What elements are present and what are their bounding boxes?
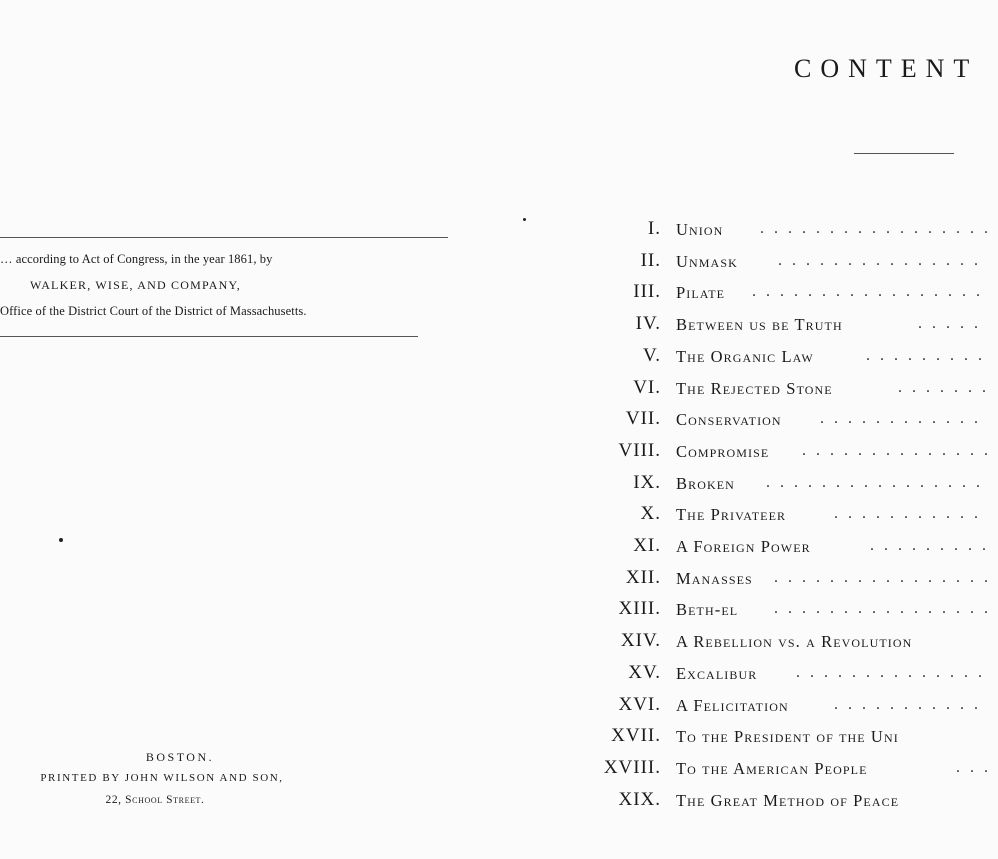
toc-entry	[0, 563, 998, 595]
toc-entry-number: XIV.	[620, 630, 661, 652]
toc-entry-number: VII.	[625, 408, 661, 430]
toc-entry-number: IV.	[635, 313, 661, 335]
contents-title: CONTENT	[794, 54, 979, 83]
toc-leader-dots: .....	[918, 315, 988, 333]
toc-entry-title: Manasses	[676, 568, 753, 588]
toc-entry-number: I.	[647, 218, 661, 239]
toc-entry-number: XVII.	[611, 725, 661, 747]
toc-entry	[0, 341, 992, 373]
toc-entry-title: Conservation	[676, 410, 782, 430]
toc-entry-title: A Rebellion vs. a Revolution	[676, 632, 913, 652]
toc-leader-dots: .................	[752, 283, 990, 301]
toc-entry-title: Broken	[676, 473, 735, 493]
toc-entry-title: The Organic Law	[676, 346, 814, 366]
toc-entry-number: XVI.	[618, 693, 661, 715]
toc-entry	[0, 246, 988, 278]
toc-entry-number: XV.	[628, 661, 661, 683]
imprint-address: 22, School Street.	[105, 794, 205, 806]
toc-entry	[0, 373, 996, 405]
toc-leader-dots: ................	[774, 600, 998, 618]
toc-entry-title: Compromise	[676, 441, 770, 461]
toc-leader-dots: .........	[866, 346, 992, 364]
imprint-printer: PRINTED BY JOHN WILSON AND SON,	[40, 772, 284, 784]
toc-entry-number: VI.	[633, 376, 661, 398]
toc-entry	[0, 499, 988, 531]
toc-entry	[0, 690, 988, 722]
toc-entry-number: II.	[640, 249, 661, 271]
toc-entry	[0, 404, 988, 436]
toc-entry-title: The Rejected Stone	[676, 378, 833, 398]
toc-entry	[0, 531, 996, 563]
toc-entry	[0, 309, 988, 341]
toc-leader-dots: ..............	[802, 441, 998, 459]
toc-entry-title: The Great Method of Peace	[676, 790, 900, 810]
toc-leader-dots: .........	[870, 537, 996, 554]
toc-entry-number: X.	[640, 503, 661, 525]
toc-entry	[0, 785, 980, 817]
toc-entry-title: Beth-el	[676, 600, 739, 620]
toc-entry-number: V.	[642, 344, 661, 366]
copyright-line-3: Office of the District Court of the District of Massachusetts.	[0, 304, 307, 318]
toc-entry-number: III.	[633, 281, 661, 303]
toc-entry-number: XIX.	[618, 788, 661, 810]
toc-entry	[0, 721, 980, 753]
toc-leader-dots: ................	[766, 473, 990, 491]
toc-entry-title: To the President of the Uni	[676, 727, 899, 747]
toc-entry-number: VIII.	[618, 439, 661, 461]
copyright-publisher: WALKER, WISE, AND COMPANY,	[30, 278, 242, 292]
toc-entry	[0, 594, 998, 626]
toc-leader-dots: ...............	[778, 251, 988, 269]
toc-leader-dots: .................	[760, 220, 998, 237]
contents-title-rule	[854, 153, 954, 154]
toc-entry-number: XIII.	[618, 598, 661, 620]
copyright-line-1: … according to Act of Congress, in the year 1861, by	[0, 252, 273, 266]
toc-leader-dots: ............	[820, 410, 988, 428]
toc-leader-dots: ................	[774, 568, 998, 586]
toc-leader-dots: ...........	[834, 505, 988, 523]
toc-entry-number: XVIII.	[603, 756, 661, 778]
toc-entry-number: XII.	[625, 566, 661, 588]
toc-leader-dots: .......	[898, 378, 996, 396]
toc-entry-title: Pilate	[676, 283, 726, 303]
toc-entry-title: To the American People	[676, 758, 868, 778]
toc-entry-title: Unmask	[676, 251, 738, 271]
toc-leader-dots: ...........	[834, 695, 988, 713]
toc-entry-title: Excalibur	[676, 663, 758, 683]
toc-entry-number: XI.	[633, 535, 661, 556]
toc-entry-title: A Foreign Power	[676, 537, 811, 556]
toc-entry-title: Between us be Truth	[676, 315, 843, 335]
toc-entry-title: Union	[676, 220, 724, 239]
toc-entry-title: The Privateer	[676, 505, 787, 525]
toc-entry-title: A Felicitation	[676, 695, 789, 715]
imprint-city: BOSTON.	[145, 750, 215, 764]
toc-entry	[0, 436, 998, 468]
toc-entry	[0, 214, 998, 246]
toc-entry	[0, 277, 990, 309]
toc-entry	[0, 468, 990, 500]
toc-leader-dots: ...	[956, 758, 998, 776]
toc-leader-dots: ..............	[796, 663, 992, 681]
toc-entry	[0, 626, 980, 658]
toc-entry	[0, 658, 992, 690]
toc-entry-number: IX.	[633, 471, 661, 493]
toc-entry	[0, 753, 998, 785]
